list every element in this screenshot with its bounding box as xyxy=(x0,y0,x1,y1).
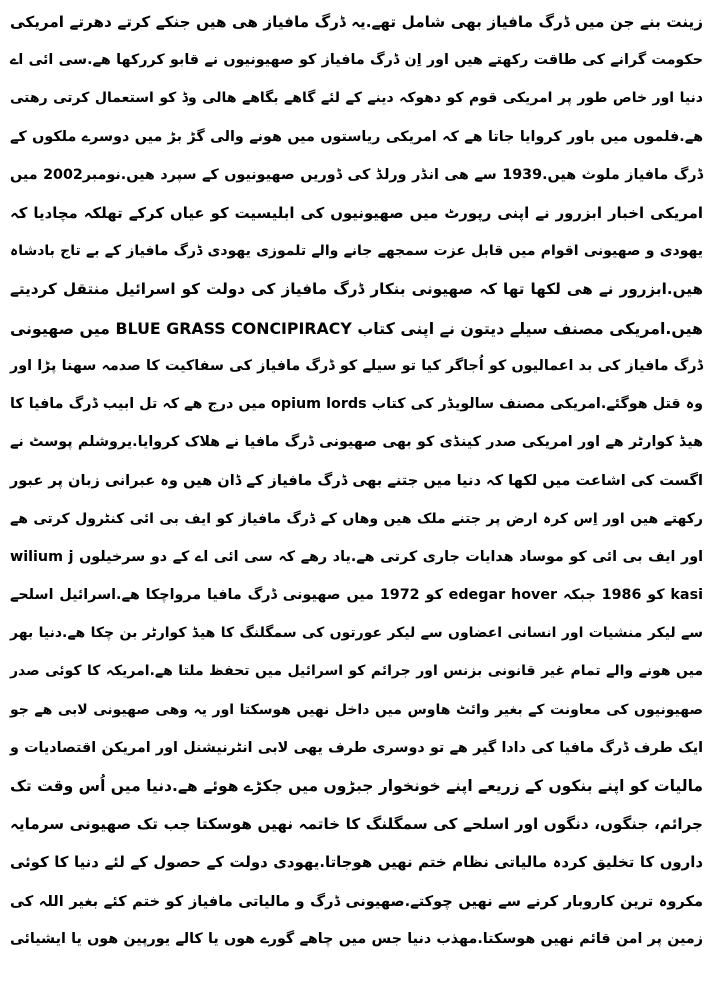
text-line: ھیڈ کوارٹر ھے اور امریکی صدر کینڈی کو بھی صھیونی ڈرگ مافیا نے ھلاک کروایا.یروشلم پوسٹ نے xyxy=(10,434,703,451)
text-line: داروں کا تخلیق کردہ مالیاتی نظام ختم نھیں ھوجاتا.یھودی دولت کے حصول کے لئے دنیا کا کوئی xyxy=(10,853,703,872)
text-line: زمین پر امن قائم نھیں ھوسکتا.مھذب دنیا جس میں چاھے گورے ھوں یا کالے یورپین ھوں یا ایشیائی xyxy=(10,930,703,947)
text-line: میں ھونے والے تمام غیر قانونی بزنس اور جرائم کو اسرائیل میں تحفظ ملتا ھے.امریکہ کا کوئی صدر xyxy=(10,663,703,680)
text-line: ڈرگ مافیاز کی بد اعمالیوں کو اُجاگر کیا تو سیلے کو ڈرگ مافیاز کی سفاکیت کا صدمہ سھنا پڑا اور xyxy=(10,357,703,374)
text-line: وہ قتل ھوگئے.امریکی مصنف سالویڈر کی کتاب opium lords میں درج ھے کہ تل ابیب ڈرگ مافیا کا xyxy=(10,396,703,412)
text-line: صھیونیوں کی معاونت کے بغیر وائٹ ھاوس میں داخل نھیں ھوسکتا اور یہ وھی صھیونی لابی ھے جو xyxy=(10,701,703,718)
text-line: زینت بنے جن میں ڈرگ مافیاز بھی شامل تھے.یہ ڈرگ مافیاز ھی ھیں جنکے کرتے دھرتے امریکی xyxy=(10,13,703,31)
text-line: ھیں.امریکی مصنف سیلے دیتون نے اپنی کتاب BLUE GRASS CONCIPIRACY میں صھیونی xyxy=(10,318,704,338)
text-line: حکومت گرانے کی طاقت رکھتے ھیں اور اِن ڈرگ مافیاز کو صھیونیوں نے قابو کررکھا ھے.سی ائی اے xyxy=(10,52,703,69)
text-line: امریکی اخبار ابزرور نے اپنی رپورٹ میں صھیونیوں کی ابلیسیت کو عیاں کرکے تھلکہ مچادیا کہ xyxy=(10,204,703,222)
text-line: دنیا اور خاص طور پر امریکی قوم کو دھوکہ دینے کے لئے گاھے بگاھے ھالی وڈ کو استعمال کرتی رھتی xyxy=(10,90,703,107)
text-line: مالیات کو اپنے بنکوں کے زریعے اپنے خونخوار جبڑوں میں جکڑے ھوئے ھے.دنیا میں اُس وقت تک xyxy=(10,777,703,795)
text-line: اگست کی اشاعت میں لکھا کہ دنیا میں جتنے بھی ڈرگ مافیاز کے ڈان ھیں وہ عبرانی زبان پر عبور xyxy=(9,472,703,490)
text-line: رکھتے ھیں اور اِس کرہ ارض پر جتنے ملک ھیں وھاں کے ڈرگ مافیاز کو ایف بی ائی کنٹرول کرتی ھے xyxy=(10,510,703,527)
text-line: یھودی و صھیونی اقوام میں قابل عزت سمجھے جانے والے تلموزی یھودی ڈرگ مافیاز کے بے تاج بادشاہ xyxy=(10,243,703,260)
document-page xyxy=(10,4,703,999)
text-line: ایک طرف ڈرگ مافیا کی دادا گیر ھے تو دوسری طرف یھی لابی انٹرنیشنل اور امریکن اقتصادیات و xyxy=(10,739,703,756)
text-line: ھے.فلموں میں باور کروایا جاتا ھے کہ امریکی ریاستوں میں ھونے والی گڑ بڑ میں دوسرے ملکوں کے xyxy=(10,128,703,145)
text-line: جرائم، جنگوں، دنگوں اور اسلحے کی سمگلنگ کا خاتمہ نھیں ھوسکتا جب تک صھیونی سرمایہ xyxy=(10,815,703,834)
text-line: kasi کو 1986 جبکہ edegar hover کو 1972 میں صھیونی ڈرگ مافیا مرواچکا ھے.اسرائیل اسلحے xyxy=(10,587,703,603)
text-line: اور ایف بی ائی کو موساد ھدایات جاری کرتی ھے.یاد رھے کہ سی ائی اے کے دو سرخیلوں wilium j xyxy=(10,548,703,565)
text-line: سے لیکر منشیات اور انسانی اعضاوں سے لیکر عورتوں کی سمگلنگ کا ھیڈ کوارٹر بن چکا ھے.دنیا بھر xyxy=(10,625,703,642)
text-line: مکروہ ترین کاروبار کرنے سے نھیں چوکتے.صھیونی ڈرگ و مالیاتی مافیاز کو ختم کئے بغیر اللہ کی xyxy=(10,892,703,910)
text-line: ڈرگ مافیاز ملوث ھیں.1939 سے ھی انڈر ورلڈ کی ڈوریں صھیونیوں کے سپرد ھیں.نومبر2002 میں xyxy=(10,166,704,183)
text-line: ھیں.ابزرور نے ھی لکھا تھا کہ صھیونی بنکار ڈرگ مافیاز کی دولت کو اسرائیل منتقل کردیتے xyxy=(10,280,703,299)
